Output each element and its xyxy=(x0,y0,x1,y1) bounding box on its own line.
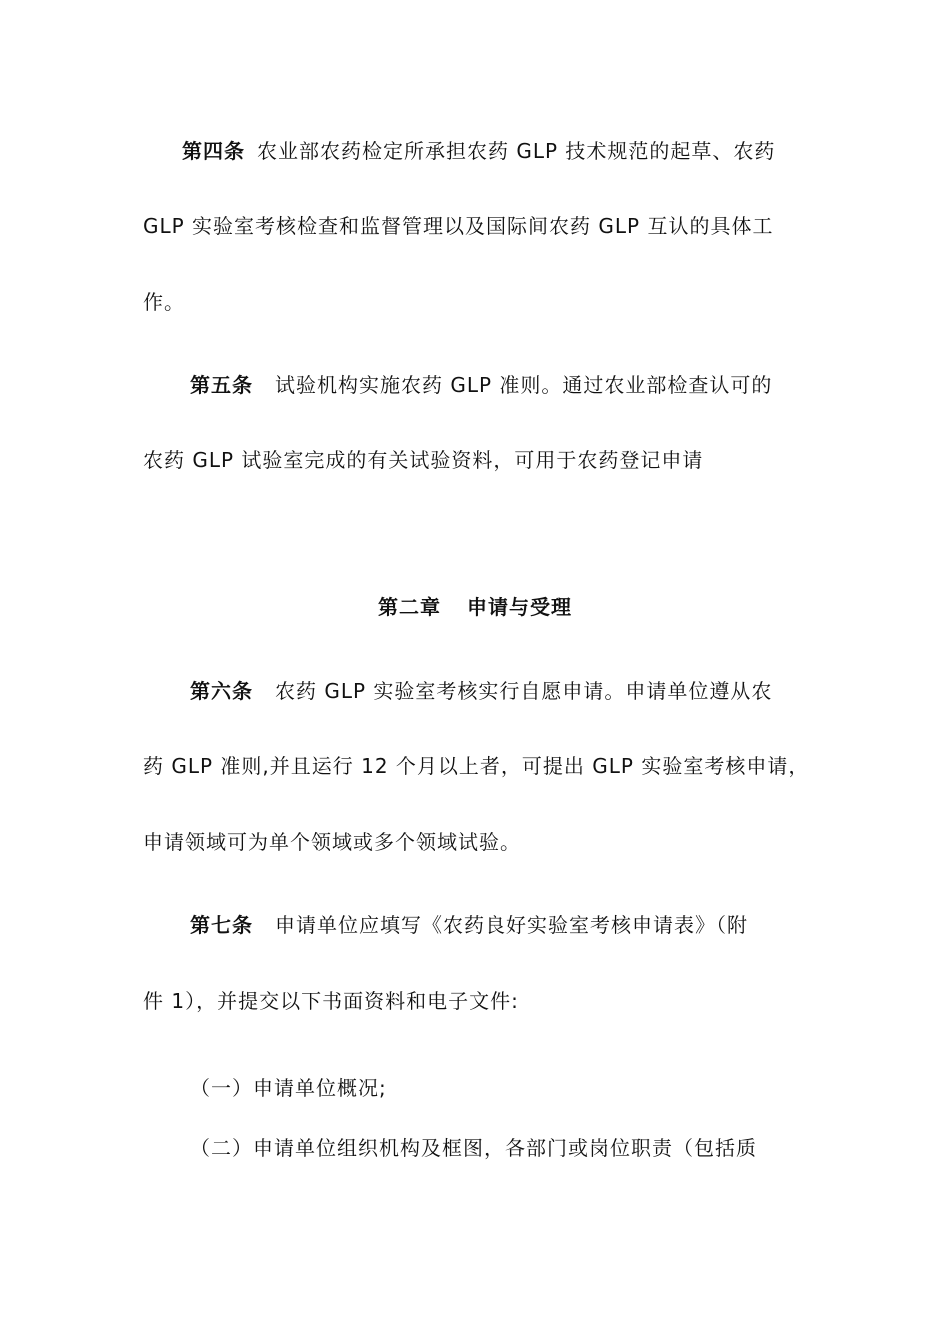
article-4-line-3: 作。 xyxy=(143,290,185,314)
article-4-label: 第四条 xyxy=(182,139,245,163)
article-5-label: 第五条 xyxy=(190,373,253,397)
chapter-number: 第二章 xyxy=(378,595,441,619)
article-5-line-2: 农药 GLP 试验室完成的有关试验资料，可用于农药登记申请 xyxy=(143,448,704,472)
article-7-line-1 xyxy=(190,912,748,938)
article-7-text-1: 申请单位应填写《农药良好实验室考核申请表》（附 xyxy=(275,913,748,937)
article-7-item-2: （二）申请单位组织机构及框图，各部门或岗位职责（包括质 xyxy=(190,1136,757,1160)
article-6-line-3: 申请领域可为单个领域或多个领域试验。 xyxy=(143,830,521,854)
article-4-line-2: GLP 实验室考核检查和监督管理以及国际间农药 GLP 互认的具体工 xyxy=(143,214,774,238)
article-6-label: 第六条 xyxy=(190,679,253,703)
chapter-heading xyxy=(0,594,950,620)
article-4-text-1: 农业部农药检定所承担农药 GLP 技术规范的起草、农药 xyxy=(257,139,776,163)
article-6-line-2: 药 GLP 准则,并且运行 12 个月以上者，可提出 GLP 实验室考核申请， xyxy=(143,754,810,778)
article-7-line-2: 件 1），并提交以下书面资料和电子文件: xyxy=(143,989,519,1013)
chapter-title: 申请与受理 xyxy=(467,595,572,619)
article-6-line-1 xyxy=(190,678,772,704)
article-6-text-1: 农药 GLP 实验室考核实行自愿申请。申请单位遵从农 xyxy=(275,679,773,703)
article-5-text-1: 试验机构实施农药 GLP 准则。通过农业部检查认可的 xyxy=(275,373,773,397)
article-5-line-1 xyxy=(190,372,772,398)
article-7-item-1: （一）申请单位概况; xyxy=(190,1076,387,1100)
article-4-line-1 xyxy=(182,138,775,164)
article-7-label: 第七条 xyxy=(190,913,253,937)
